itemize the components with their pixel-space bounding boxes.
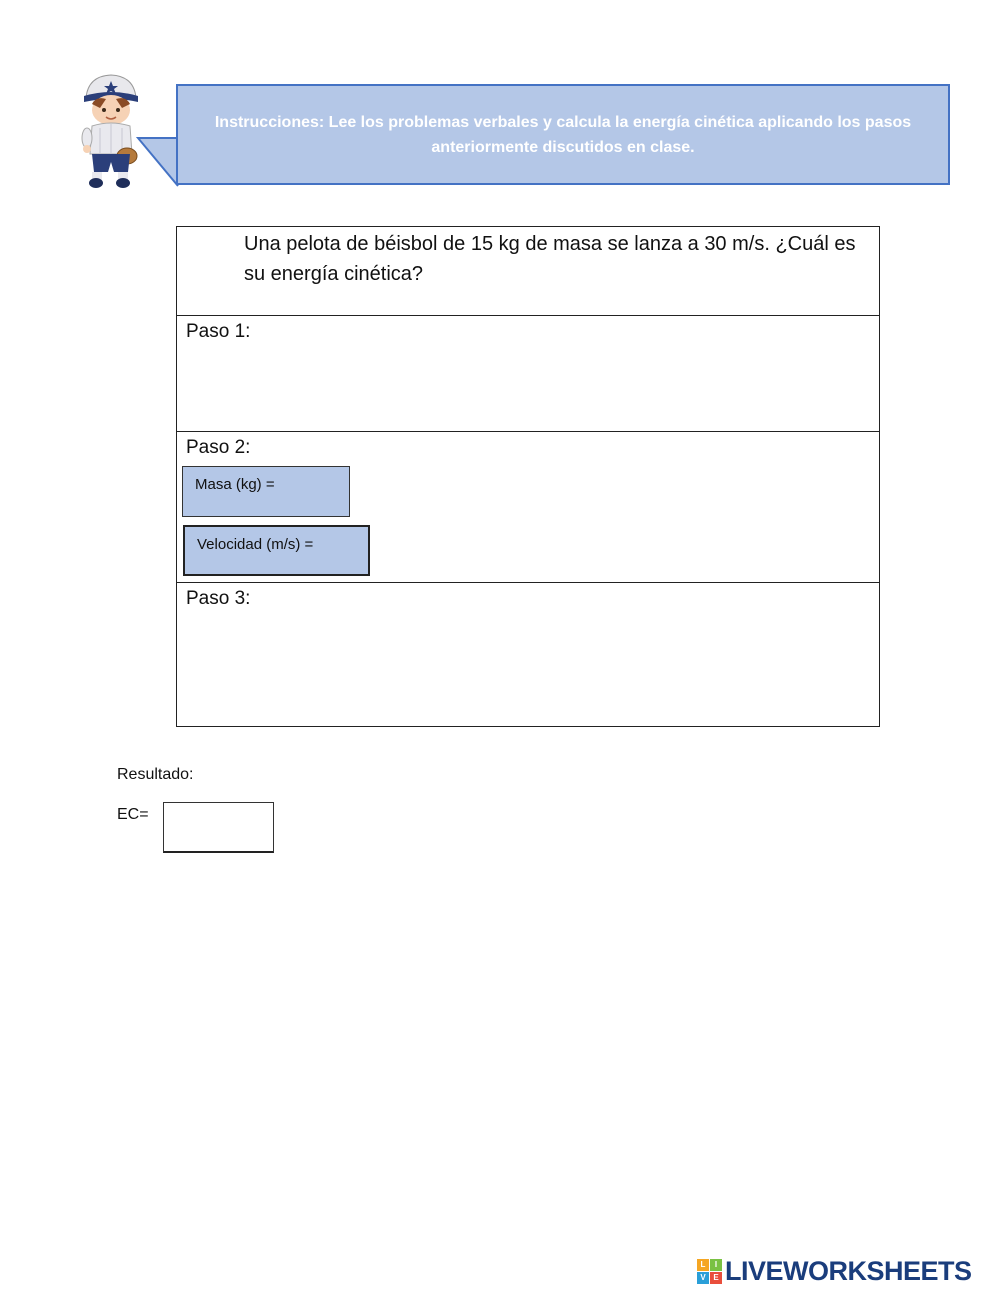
liveworksheets-logo	[697, 1255, 972, 1287]
logo-block-e: E	[710, 1272, 722, 1284]
logo-text: LIVEWORKSHEETS	[725, 1255, 972, 1286]
question-row	[177, 227, 879, 316]
speech-bubble-tail	[136, 136, 180, 188]
logo-block-v: V	[697, 1272, 709, 1284]
logo-block-l: L	[697, 1259, 709, 1271]
masa-input[interactable]: Masa (kg) =	[182, 466, 350, 517]
paso2-label: Paso 2:	[186, 437, 251, 458]
ec-label: EC=	[117, 806, 149, 823]
paso3-row[interactable]	[177, 583, 879, 728]
paso1-label: Paso 1:	[186, 321, 251, 342]
logo-blocks-icon	[697, 1259, 722, 1284]
instructions-text: Instrucciones: Lee los problemas verbales y calcula la energía cinética aplicando los pasos anteriormente discutidos en clase.	[214, 113, 912, 156]
paso1-row[interactable]	[177, 316, 879, 432]
baseball-player-illustration	[78, 72, 144, 190]
ec-answer-input[interactable]	[163, 802, 274, 853]
velocidad-input[interactable]: Velocidad (m/s) =	[183, 525, 370, 576]
resultado-label: Resultado:	[117, 766, 194, 783]
question-text: Una pelota de béisbol de 15 kg de masa se lanza a 30 m/s. ¿Cuál es su energía cinética?	[244, 233, 856, 285]
paso2-row	[177, 432, 879, 583]
problem-table	[176, 226, 880, 727]
instructions-bubble	[176, 84, 950, 185]
logo-block-i: I	[710, 1259, 722, 1271]
paso3-label: Paso 3:	[186, 588, 251, 609]
